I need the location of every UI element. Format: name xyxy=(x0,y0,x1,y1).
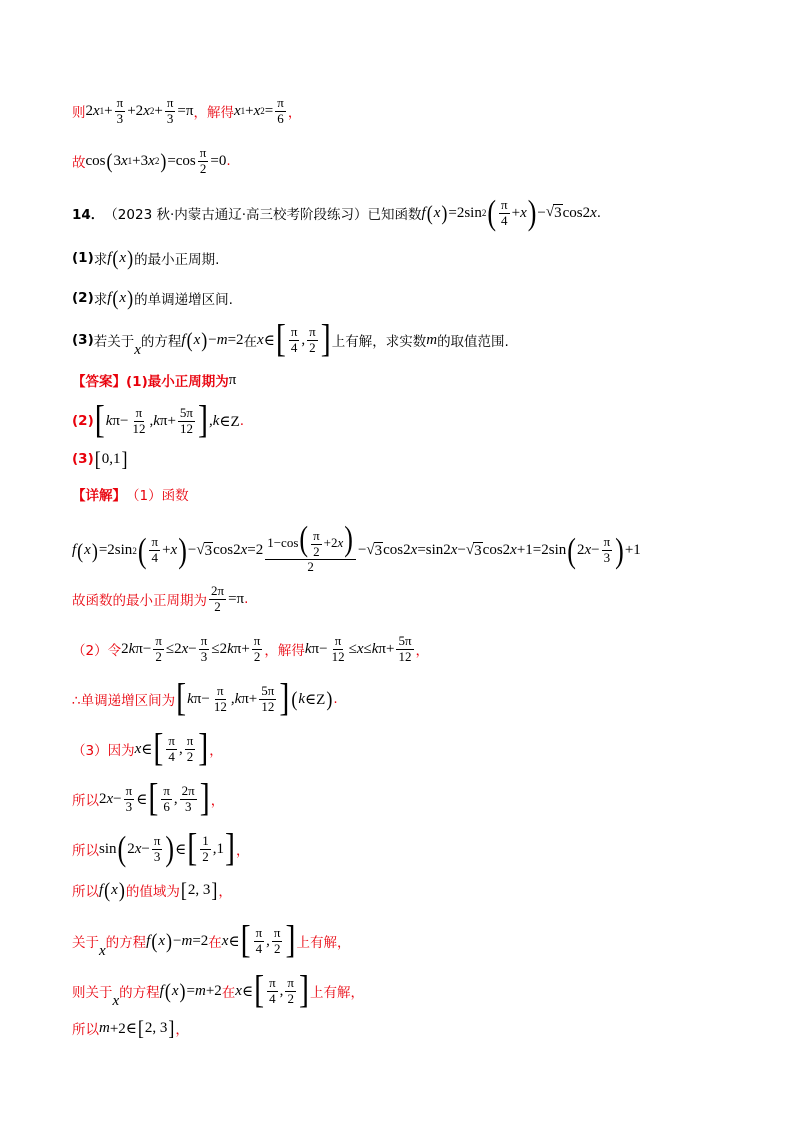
period-line xyxy=(72,584,740,615)
math-expression: x ∈ [ $\frac{\pi}{4}$ , $\frac{\pi}{2}$ ] xyxy=(257,318,331,362)
text: ∴单调递增区间为 xyxy=(72,693,176,710)
text: 故函数的最小正周期为 xyxy=(72,593,207,610)
answer-line xyxy=(72,370,740,390)
part-1 xyxy=(72,248,740,268)
text: 的方程 xyxy=(140,334,182,351)
answer-3 xyxy=(72,447,740,471)
equation-line-1 xyxy=(72,96,740,127)
text: 的单调递增区间. xyxy=(134,292,233,308)
text: 的方程 xyxy=(119,985,160,1002)
math-expression: m +2∈ [ 2, 3 ] xyxy=(99,1016,175,1040)
text: 所以 xyxy=(72,843,99,860)
main-derivation xyxy=(72,518,740,575)
text: 关于 xyxy=(72,935,99,952)
math-expression: π xyxy=(228,371,237,388)
text: 的最小正周期. xyxy=(134,252,220,268)
text: ， xyxy=(287,105,302,122)
text: 求 xyxy=(93,252,108,268)
math-expression: f ( x ) =2sin 2 ( $\frac{\pi}{4}$ + x ) − √ 3 cos2 x =2 1−cos( $\frac{\pi}{2}$ +2x) 2 − √ 3 cos2 x =sin2 x − √ 3 cos2 x +1=2sin ( 2 x − $\frac{\pi}{3}$ ) +1 xyxy=(72,518,641,575)
math-expression: [ k π− $\frac{\pi}{12}$ , k π+ $\frac{5\pi}{12}$ ] ( k ∈Z ) xyxy=(176,677,333,721)
math-expression: f ( x ) xyxy=(107,286,134,310)
math-expression: x ∈ [ $\frac{\pi}{4}$ , $\frac{\pi}{2}$ ] xyxy=(221,919,296,963)
math-expression: f ( x ) = m +2 xyxy=(159,979,222,1004)
detail-tag: 【详解】 xyxy=(72,488,126,504)
step-2 xyxy=(72,634,740,665)
math-expression: f ( x ) xyxy=(107,246,134,270)
text: 在 xyxy=(243,334,258,351)
text: 的方程 xyxy=(105,935,147,952)
text: ，解得 xyxy=(264,643,305,660)
text: （2）令 xyxy=(72,643,122,660)
text: 则 xyxy=(72,105,86,122)
question-source: （2023 秋·内蒙古通辽·高三校考阶段练习）已知函数 xyxy=(104,207,422,224)
math-expression: [ 0,1 ] xyxy=(94,447,128,471)
math-expression: f ( x ) − m =2 xyxy=(146,929,209,954)
question-14 xyxy=(72,193,740,233)
text: ， xyxy=(209,743,223,760)
part-label: (2) xyxy=(72,413,94,430)
math-expression: f ( x ) xyxy=(99,878,125,902)
math-expression: cos ( 3 x 1 +3 x 2 ) =cos $\frac{\pi}{2}$ =0 xyxy=(85,145,227,176)
text: ， xyxy=(218,884,232,900)
about-line-1 xyxy=(72,919,740,963)
text: 所以 xyxy=(72,793,99,810)
math-expression: 2 x 1 + $\frac{\pi}{3}$ +2 x 2 + $\frac{\pi}{3}$ =π xyxy=(85,95,194,126)
math-expression: [ k π− $\frac{\pi}{12}$ , k π+ $\frac{5\pi}{12}$ ] , k ∈Z xyxy=(94,399,240,443)
part-label: (1) xyxy=(72,250,94,266)
so-line-4 xyxy=(72,1018,740,1038)
text: 的值域为 xyxy=(125,884,180,900)
math-expression: k π− $\frac{\pi}{12}$ ≤ x ≤ k π+ $\frac{5\pi}{12}$ xyxy=(304,633,412,664)
text: 若关于 xyxy=(93,334,135,351)
about-line-2 xyxy=(72,969,740,1013)
math-var: x xyxy=(112,992,120,1009)
text: 上有解， xyxy=(309,985,364,1002)
part-label: (3) xyxy=(72,451,94,467)
math-var: x xyxy=(134,341,141,358)
text: ， xyxy=(175,1022,189,1038)
math-expression: $\frac{2\pi}{2}$ =π xyxy=(211,583,245,614)
text: 求 xyxy=(93,292,108,308)
math-expression: 2 k π− $\frac{\pi}{2}$ ≤2 x − $\frac{\pi}{3}$ ≤2 k π+ $\frac{\pi}{2}$ xyxy=(121,633,261,664)
text: . xyxy=(239,413,244,430)
increasing-interval xyxy=(72,677,740,721)
text: （3）因为 xyxy=(72,743,135,760)
so-line-3 xyxy=(72,880,740,900)
part-label: (3) xyxy=(72,332,94,349)
text: 在 xyxy=(208,935,222,952)
math-expression: [ 2, 3 ] xyxy=(180,878,218,902)
text: （1）函数 xyxy=(126,488,189,504)
text: ， xyxy=(235,843,250,860)
math-expression: 2 x − $\frac{\pi}{3}$ ∈ [ $\frac{\pi}{6}$ , $\frac{2\pi}{3}$ ] xyxy=(99,777,210,821)
math-var: x xyxy=(99,942,106,959)
text: ， xyxy=(415,643,430,660)
math-expression: x ∈ [ $\frac{\pi}{4}$ , $\frac{\pi}{2}$ ] xyxy=(134,727,209,771)
text: 所以 xyxy=(72,884,99,900)
text: . xyxy=(596,205,602,222)
text: 上有解，求实数 xyxy=(331,334,427,351)
answer-2 xyxy=(72,399,740,443)
text: . xyxy=(333,691,338,708)
step-3 xyxy=(72,727,740,771)
so-line-2 xyxy=(72,827,740,871)
text: (1)最小正周期为 xyxy=(126,374,229,390)
text: ，解得 xyxy=(193,105,234,122)
part-3 xyxy=(72,318,740,362)
detail-line xyxy=(72,484,740,504)
math-expression: f ( x ) − m =2 xyxy=(181,328,244,353)
part-label: (2) xyxy=(72,290,94,306)
so-line-1 xyxy=(72,777,740,821)
text: 所以 xyxy=(72,1022,99,1038)
part-2 xyxy=(72,288,740,308)
math-expression: x 1 + x 2 = $\frac{\pi}{6}$ xyxy=(233,95,284,126)
text: . xyxy=(226,153,231,170)
math-expression: f ( x ) =2sin 2 ( $\frac{\pi}{4}$ + x ) − √ 3 cos2 x xyxy=(421,193,597,233)
text: 上有解， xyxy=(296,935,351,952)
text: 的取值范围. xyxy=(437,334,509,351)
text: ， xyxy=(210,793,225,810)
math-expression: sin ( 2 x − $\frac{\pi}{3}$ ) ∈ [ $\frac{1}{2}$ ,1 ] xyxy=(99,827,235,871)
math-expression: x ∈ [ $\frac{\pi}{4}$ , $\frac{\pi}{2}$ ] xyxy=(235,969,309,1013)
text: 则关于 xyxy=(72,985,113,1002)
text: 故 xyxy=(72,155,86,172)
answer-tag: 【答案】 xyxy=(72,374,126,390)
text: 在 xyxy=(221,985,236,1002)
text: . xyxy=(244,591,249,608)
question-number: 14． xyxy=(72,207,105,224)
equation-line-2 xyxy=(72,146,740,177)
math-var: m xyxy=(426,331,438,348)
